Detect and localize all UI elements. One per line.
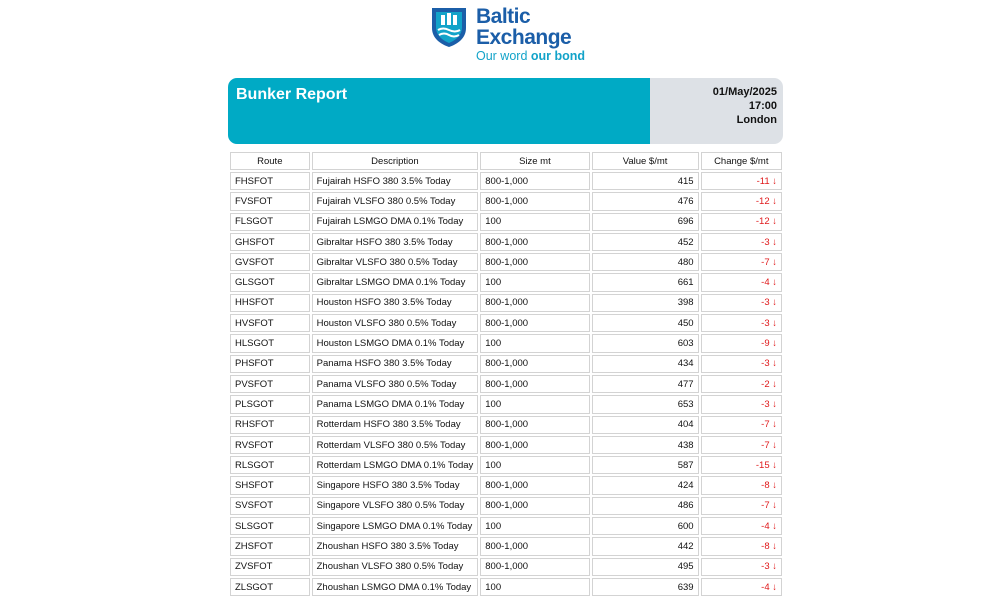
table-row xyxy=(230,273,782,291)
change-cell: -7 ↓ xyxy=(701,436,782,454)
description-cell: Rotterdam HSFO 380 3.5% Today xyxy=(312,416,479,434)
page-title: Bunker Report xyxy=(236,86,348,103)
table-header-row xyxy=(230,152,782,170)
change-cell: -9 ↓ xyxy=(701,334,782,352)
change-cell: -11 ↓ xyxy=(701,172,782,190)
table-row xyxy=(230,537,782,555)
description-cell: Houston LSMGO DMA 0.1% Today xyxy=(312,334,479,352)
size-cell: 800-1,000 xyxy=(480,192,589,210)
table-row xyxy=(230,395,782,413)
size-cell: 800-1,000 xyxy=(480,253,589,271)
column-header-description: Description xyxy=(312,152,479,170)
change-cell: -3 ↓ xyxy=(701,395,782,413)
brand-name xyxy=(476,6,571,48)
value-cell: 600 xyxy=(592,517,699,535)
value-cell: 661 xyxy=(592,273,699,291)
change-cell: -7 ↓ xyxy=(701,253,782,271)
route-cell: FHSFOT xyxy=(230,172,310,190)
size-cell: 800-1,000 xyxy=(480,497,589,515)
size-cell: 800-1,000 xyxy=(480,172,589,190)
change-cell: -4 ↓ xyxy=(701,517,782,535)
report-location: London xyxy=(736,114,777,126)
table-row xyxy=(230,476,782,494)
table-row xyxy=(230,253,782,271)
table-row xyxy=(230,517,782,535)
size-cell: 800-1,000 xyxy=(480,355,589,373)
value-cell: 480 xyxy=(592,253,699,271)
table-row xyxy=(230,558,782,576)
route-cell: PHSFOT xyxy=(230,355,310,373)
table-row xyxy=(230,578,782,596)
change-cell: -12 ↓ xyxy=(701,213,782,231)
route-cell: FLSGOT xyxy=(230,213,310,231)
value-cell: 442 xyxy=(592,537,699,555)
tagline-bold: our bond xyxy=(530,49,586,63)
size-cell: 800-1,000 xyxy=(480,537,589,555)
table-row xyxy=(230,172,782,190)
size-cell: 800-1,000 xyxy=(480,375,589,393)
title-box xyxy=(228,78,650,144)
value-cell: 450 xyxy=(592,314,699,332)
report-header xyxy=(228,78,783,144)
size-cell: 800-1,000 xyxy=(480,436,589,454)
change-cell: -15 ↓ xyxy=(701,456,782,474)
table-row xyxy=(230,355,782,373)
size-cell: 800-1,000 xyxy=(480,233,589,251)
route-cell: RVSFOT xyxy=(230,436,310,454)
size-cell: 100 xyxy=(480,334,589,352)
description-cell: Houston HSFO 380 3.5% Today xyxy=(312,294,479,312)
column-header-route: Route xyxy=(230,152,310,170)
route-cell: PLSGOT xyxy=(230,395,310,413)
route-cell: PVSFOT xyxy=(230,375,310,393)
route-cell: SLSGOT xyxy=(230,517,310,535)
route-cell: SHSFOT xyxy=(230,476,310,494)
change-cell: -3 ↓ xyxy=(701,233,782,251)
description-cell: Zhoushan VLSFO 380 0.5% Today xyxy=(312,558,479,576)
value-cell: 486 xyxy=(592,497,699,515)
value-cell: 476 xyxy=(592,192,699,210)
value-cell: 696 xyxy=(592,213,699,231)
size-cell: 100 xyxy=(480,456,589,474)
route-cell: HLSGOT xyxy=(230,334,310,352)
column-header-value: Value $/mt xyxy=(592,152,699,170)
size-cell: 800-1,000 xyxy=(480,476,589,494)
change-cell: -3 ↓ xyxy=(701,314,782,332)
change-cell: -3 ↓ xyxy=(701,294,782,312)
size-cell: 100 xyxy=(480,213,589,231)
change-cell: -2 ↓ xyxy=(701,375,782,393)
table-row xyxy=(230,375,782,393)
table-row xyxy=(230,334,782,352)
description-cell: Panama HSFO 380 3.5% Today xyxy=(312,355,479,373)
table-row xyxy=(230,456,782,474)
value-cell: 434 xyxy=(592,355,699,373)
description-cell: Panama VLSFO 380 0.5% Today xyxy=(312,375,479,393)
table-row xyxy=(230,294,782,312)
description-cell: Singapore LSMGO DMA 0.1% Today xyxy=(312,517,479,535)
description-cell: Gibraltar LSMGO DMA 0.1% Today xyxy=(312,273,479,291)
value-cell: 398 xyxy=(592,294,699,312)
brand-line-2: Exchange xyxy=(476,26,572,49)
baltic-exchange-shield-icon xyxy=(430,6,468,48)
change-cell: -12 ↓ xyxy=(701,192,782,210)
change-cell: -3 ↓ xyxy=(701,558,782,576)
change-cell: -3 ↓ xyxy=(701,355,782,373)
report-time: 17:00 xyxy=(748,100,777,112)
change-cell: -4 ↓ xyxy=(701,273,782,291)
route-cell: HVSFOT xyxy=(230,314,310,332)
description-cell: Rotterdam VLSFO 380 0.5% Today xyxy=(312,436,479,454)
change-cell: -7 ↓ xyxy=(701,497,782,515)
route-cell: RLSGOT xyxy=(230,456,310,474)
table-row xyxy=(230,192,782,210)
size-cell: 100 xyxy=(480,578,589,596)
description-cell: Fujairah LSMGO DMA 0.1% Today xyxy=(312,213,479,231)
size-cell: 100 xyxy=(480,273,589,291)
value-cell: 404 xyxy=(592,416,699,434)
route-cell: SVSFOT xyxy=(230,497,310,515)
description-cell: Fujairah HSFO 380 3.5% Today xyxy=(312,172,479,190)
value-cell: 424 xyxy=(592,476,699,494)
change-cell: -8 ↓ xyxy=(701,476,782,494)
route-cell: ZHSFOT xyxy=(230,537,310,555)
route-cell: RHSFOT xyxy=(230,416,310,434)
description-cell: Rotterdam LSMGO DMA 0.1% Today xyxy=(312,456,479,474)
description-cell: Zhoushan LSMGO DMA 0.1% Today xyxy=(312,578,479,596)
bunker-table xyxy=(228,150,784,598)
description-cell: Gibraltar HSFO 380 3.5% Today xyxy=(312,233,479,251)
route-cell: ZLSGOT xyxy=(230,578,310,596)
table-row xyxy=(230,233,782,251)
description-cell: Panama LSMGO DMA 0.1% Today xyxy=(312,395,479,413)
value-cell: 653 xyxy=(592,395,699,413)
value-cell: 639 xyxy=(592,578,699,596)
size-cell: 800-1,000 xyxy=(480,416,589,434)
table-row xyxy=(230,416,782,434)
value-cell: 477 xyxy=(592,375,699,393)
change-cell: -7 ↓ xyxy=(701,416,782,434)
column-header-change: Change $/mt xyxy=(701,152,782,170)
table-row xyxy=(230,213,782,231)
table-row xyxy=(230,497,782,515)
route-cell: ZVSFOT xyxy=(230,558,310,576)
route-cell: GVSFOT xyxy=(230,253,310,271)
baltic-exchange-logo[interactable] xyxy=(430,4,600,64)
description-cell: Singapore VLSFO 380 0.5% Today xyxy=(312,497,479,515)
route-cell: FVSFOT xyxy=(230,192,310,210)
report-date: 01/May/2025 xyxy=(712,86,777,98)
change-cell: -8 ↓ xyxy=(701,537,782,555)
table-row xyxy=(230,436,782,454)
description-cell: Gibraltar VLSFO 380 0.5% Today xyxy=(312,253,479,271)
size-cell: 800-1,000 xyxy=(480,558,589,576)
description-cell: Fujairah VLSFO 380 0.5% Today xyxy=(312,192,479,210)
size-cell: 800-1,000 xyxy=(480,314,589,332)
route-cell: GLSGOT xyxy=(230,273,310,291)
size-cell: 100 xyxy=(480,517,589,535)
route-cell: HHSFOT xyxy=(230,294,310,312)
value-cell: 587 xyxy=(592,456,699,474)
size-cell: 800-1,000 xyxy=(480,294,589,312)
description-cell: Zhoushan HSFO 380 3.5% Today xyxy=(312,537,479,555)
tagline-plain: Our word xyxy=(476,49,531,63)
value-cell: 452 xyxy=(592,233,699,251)
table-row xyxy=(230,314,782,332)
report-meta xyxy=(650,78,783,144)
column-header-size: Size mt xyxy=(480,152,589,170)
size-cell: 100 xyxy=(480,395,589,413)
value-cell: 438 xyxy=(592,436,699,454)
value-cell: 495 xyxy=(592,558,699,576)
brand-line-1: Baltic xyxy=(476,5,531,28)
route-cell: GHSFOT xyxy=(230,233,310,251)
brand-tagline xyxy=(476,49,585,63)
description-cell: Singapore HSFO 380 3.5% Today xyxy=(312,476,479,494)
description-cell: Houston VLSFO 380 0.5% Today xyxy=(312,314,479,332)
value-cell: 603 xyxy=(592,334,699,352)
change-cell: -4 ↓ xyxy=(701,578,782,596)
value-cell: 415 xyxy=(592,172,699,190)
table-body xyxy=(230,172,782,596)
